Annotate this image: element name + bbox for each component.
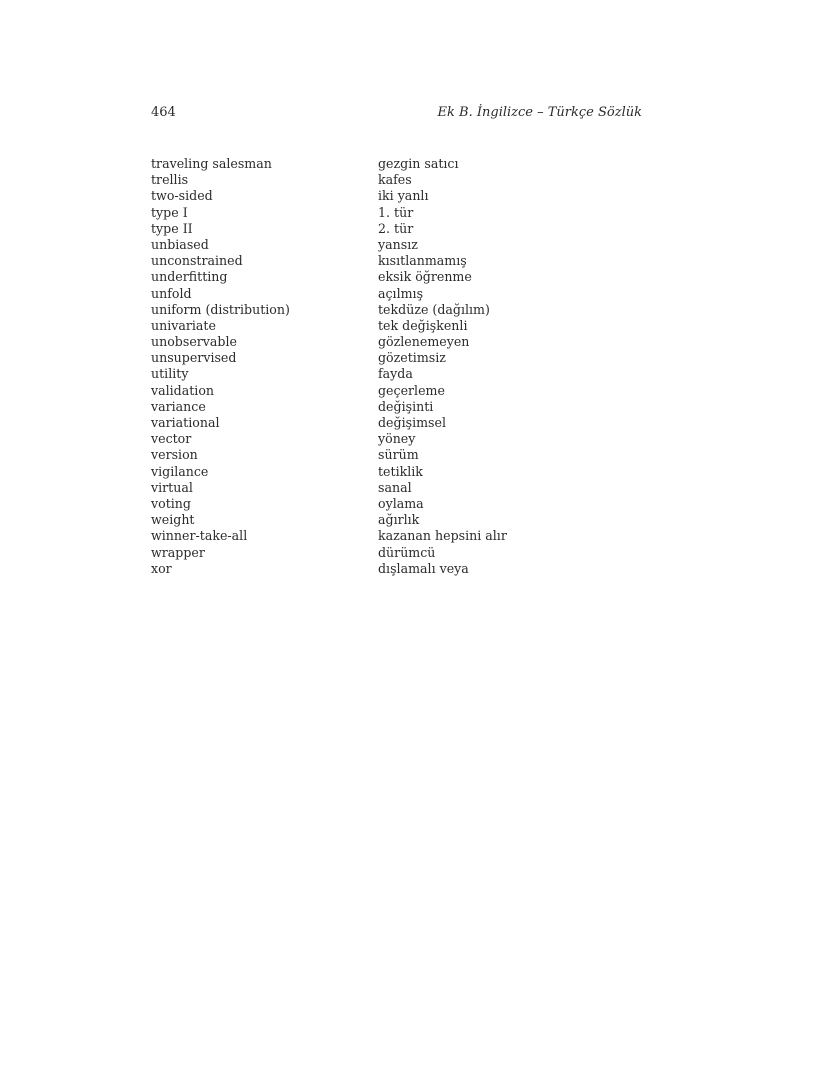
glossary-row [151, 302, 642, 318]
glossary-row [151, 383, 642, 399]
turkish-translation: kazanan hepsini alır [378, 528, 507, 544]
english-term: unobservable [151, 334, 237, 350]
glossary-row [151, 318, 642, 334]
english-term: type II [151, 220, 193, 236]
glossary-row [151, 496, 642, 512]
turkish-translation: kısıtlanmamış [378, 253, 467, 269]
turkish-translation: tek değişkenli [378, 317, 468, 333]
turkish-translation: iki yanlı [378, 188, 429, 204]
turkish-translation: fayda [378, 366, 413, 382]
turkish-translation: tekdüze (dağılım) [378, 301, 490, 317]
glossary-row [151, 205, 642, 221]
english-term: unconstrained [151, 253, 243, 269]
glossary-row [151, 399, 642, 415]
page-number: 464 [151, 105, 176, 120]
english-term: unfold [151, 285, 192, 301]
english-term: unbiased [151, 236, 209, 252]
turkish-translation: eksik öğrenme [378, 269, 472, 285]
turkish-translation: gezgin satıcı [378, 156, 459, 171]
turkish-translation: kafes [378, 172, 412, 188]
glossary-row [151, 269, 642, 285]
glossary-row [151, 172, 642, 188]
turkish-translation: sanal [378, 479, 412, 495]
glossary-row [151, 188, 642, 204]
glossary-row [151, 237, 642, 253]
english-term: virtual [151, 479, 193, 495]
turkish-translation: gözetimsiz [378, 350, 446, 366]
english-term: voting [151, 495, 191, 511]
english-term: vector [151, 431, 192, 447]
glossary-list [151, 156, 642, 577]
glossary-row [151, 431, 642, 447]
english-term: uniform (distribution) [151, 301, 290, 317]
turkish-translation: sürüm [378, 447, 419, 463]
english-term: wrapper [151, 544, 205, 560]
turkish-translation: dışlamalı veya [378, 560, 469, 576]
english-term: type I [151, 204, 188, 220]
glossary-row [151, 545, 642, 561]
english-term: weight [151, 512, 195, 528]
glossary-row [151, 464, 642, 480]
turkish-translation: yöney [378, 431, 416, 447]
turkish-translation: 2. tür [378, 220, 414, 236]
english-term: unsupervised [151, 350, 237, 366]
turkish-translation: dürümcü [378, 544, 436, 560]
glossary-row [151, 561, 642, 577]
glossary-row [151, 286, 642, 302]
turkish-translation: değişinti [378, 398, 434, 414]
turkish-translation: geçerleme [378, 382, 445, 398]
turkish-translation: yansız [378, 236, 418, 252]
glossary-row [151, 334, 642, 350]
english-term: traveling salesman [151, 156, 272, 171]
english-term: xor [151, 560, 172, 576]
english-term: variance [151, 398, 206, 414]
turkish-translation: oylama [378, 495, 424, 511]
glossary-row [151, 221, 642, 237]
running-title: Ek B. İngilizce – Türkçe Sözlük [437, 105, 642, 120]
english-term: variational [151, 415, 220, 430]
turkish-translation: açılmış [378, 285, 424, 301]
english-term: validation [151, 382, 215, 398]
glossary-row [151, 480, 642, 496]
english-term: utility [151, 366, 189, 382]
english-term: univariate [151, 317, 216, 333]
english-term: underfitting [151, 269, 228, 285]
turkish-translation: gözlenemeyen [378, 334, 470, 350]
glossary-row [151, 156, 642, 172]
glossary-row [151, 366, 642, 382]
turkish-translation: ağırlık [378, 512, 420, 528]
glossary-row [151, 415, 642, 431]
page-header [151, 104, 642, 122]
turkish-translation: tetiklik [378, 463, 423, 479]
glossary-row [151, 350, 642, 366]
turkish-translation: 1. tür [378, 204, 414, 220]
english-term: two-sided [151, 188, 213, 204]
glossary-row [151, 253, 642, 269]
turkish-translation: değişimsel [378, 415, 446, 430]
glossary-row [151, 512, 642, 528]
glossary-row [151, 447, 642, 463]
english-term: trellis [151, 172, 189, 188]
english-term: winner-take-all [151, 528, 248, 544]
glossary-row [151, 528, 642, 544]
english-term: vigilance [151, 463, 209, 479]
english-term: version [151, 447, 198, 463]
